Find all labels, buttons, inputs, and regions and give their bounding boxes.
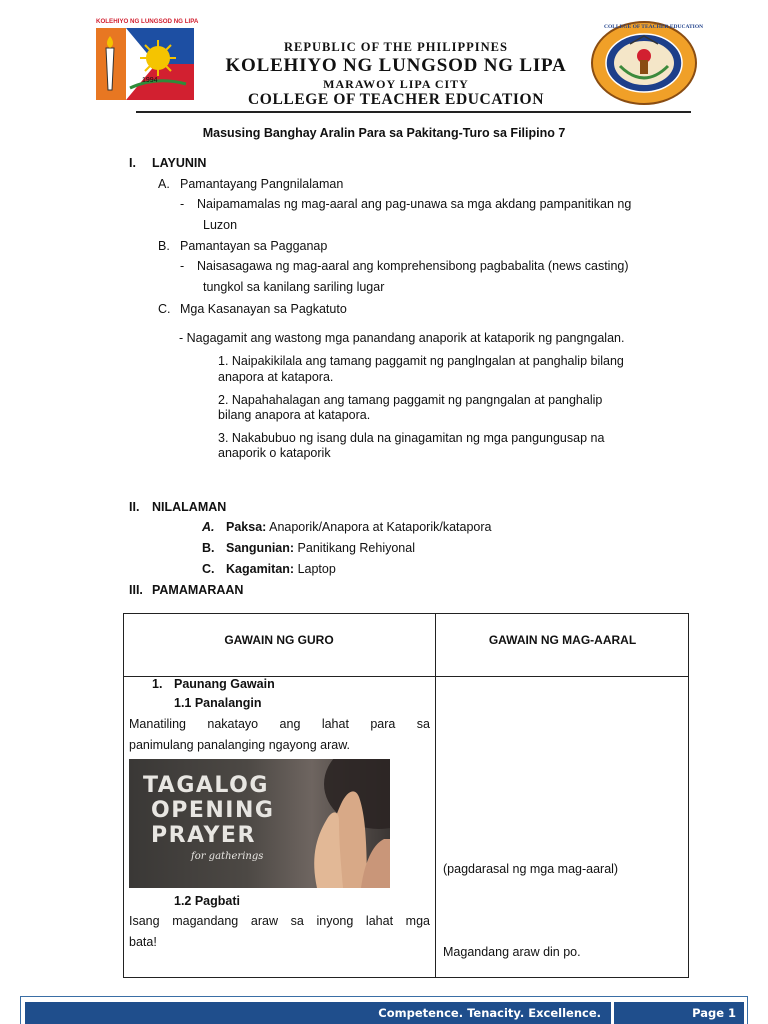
step1-2-text-line2: bata! xyxy=(129,935,157,949)
section2-heading: NILALAMAN xyxy=(152,500,227,514)
section2-a-row xyxy=(226,519,491,535)
footer-motto: Competence. Tenacity. Excellence. xyxy=(25,1002,611,1024)
header-college: COLLEGE OF TEACHER EDUCATION xyxy=(248,91,544,108)
footer-page-number: Page 1 xyxy=(614,1002,744,1024)
image-text-opening: OPENING xyxy=(151,798,275,823)
section1-number: I. xyxy=(129,156,136,170)
section2-b-value: Panitikang Rehiyonal xyxy=(297,541,415,555)
student-response-greeting: Magandang araw din po. xyxy=(443,945,581,959)
cte-seal-logo xyxy=(590,20,704,106)
student-response-prayer: (pagdarasal ng mga mag-aaral) xyxy=(443,862,619,876)
section1-c-item: - Nagagamit ang wastong mga panandang anaporik at kataporik ng pangngalan. xyxy=(179,331,625,345)
step1-title: Paunang Gawain xyxy=(174,677,275,691)
section1-b-item-line1: Naisasagawa ng mag-aaral ang komprehensibong pagbabalita (news casting) xyxy=(197,259,629,273)
cte-seal-text: COLLEGE OF TEACHER EDUCATION xyxy=(604,24,704,30)
college-logo xyxy=(96,18,199,100)
section2-b-label: B. xyxy=(202,541,215,555)
college-logo-text: KOLEHIYO NG LUNGSOD NG LIPA xyxy=(96,18,199,25)
section1-a-dash: - xyxy=(180,197,185,211)
objective-2-line1: 2. Napahahalagan ang tamang paggamit ng pangngalan at panghalip xyxy=(218,393,603,407)
section1-b-item-line2: tungkol sa kanilang sariling lugar xyxy=(203,280,385,294)
section1-c-label: C. xyxy=(158,302,171,316)
section2-c-key: Kagamitan: xyxy=(226,562,295,576)
objective-2-line2: bilang anapora at katapora. xyxy=(218,408,371,422)
step1-2-text-line1: Isang magandang araw sa inyong lahat mga xyxy=(129,914,430,928)
section2-number: II. xyxy=(129,500,140,514)
section2-a-value: Anaporik/Anapora at Kataporik/katapora xyxy=(269,520,492,534)
table-header-teacher: GAWAIN NG GURO xyxy=(224,633,334,647)
section3-heading: PAMAMARAAN xyxy=(152,583,244,597)
objective-3-line2: anaporik o kataporik xyxy=(218,446,331,460)
step1-2-title: 1.2 Pagbati xyxy=(174,894,240,908)
section1-b-dash: - xyxy=(180,259,185,273)
document-title: Masusing Banghay Aralin Para sa Pakitang-Turo sa Filipino 7 xyxy=(202,126,566,140)
table-column-divider xyxy=(435,613,436,978)
step1-1-title: 1.1 Panalangin xyxy=(174,696,262,710)
objective-1-line1: 1. Naipakikilala ang tamang paggamit ng panglngalan at panghalip bilang xyxy=(218,354,624,368)
section1-c-text: Mga Kasanayan sa Pagkatuto xyxy=(180,302,347,316)
opening-prayer-image xyxy=(129,759,390,888)
image-text-tagalog: TAGALOG xyxy=(143,773,269,798)
section1-heading: LAYUNIN xyxy=(152,156,207,170)
section1-a-item-line2: Luzon xyxy=(203,218,238,232)
image-text-prayer: PRAYER xyxy=(151,823,256,848)
section1-b-text: Pamantayan sa Pagganap xyxy=(180,239,328,253)
header-school-name: KOLEHIYO NG LUNGSOD NG LIPA xyxy=(225,55,567,76)
section1-a-label: A. xyxy=(158,177,170,191)
section1-b-label: B. xyxy=(158,239,170,253)
objective-1-line2: anapora at katapora. xyxy=(218,370,334,384)
header-republic: REPUBLIC OF THE PHILIPPINES xyxy=(284,40,508,54)
svg-text:1994: 1994 xyxy=(142,77,158,84)
step1-1-text-line1: Manatiling nakatayo ang lahat para sa xyxy=(129,717,430,731)
section2-a-key: Paksa: xyxy=(226,520,267,534)
step1-1-text-line2: panimulang panalanging ngayong araw. xyxy=(129,738,351,752)
section1-a-item-line1: Naipamamalas ng mag-aaral ang pag-unawa sa mga akdang pampanitikan ng xyxy=(197,197,632,211)
image-text-script: for gatherings xyxy=(191,851,264,862)
section2-a-label: A. xyxy=(202,520,215,534)
section1-a-text: Pamantayang Pangnilalaman xyxy=(180,177,344,191)
step1-number: 1. xyxy=(152,677,163,691)
section2-c-row xyxy=(226,561,336,577)
header-address: MARAWOY LIPA CITY xyxy=(323,77,469,91)
section3-number: III. xyxy=(129,583,143,597)
section2-c-value: Laptop xyxy=(297,562,336,576)
section2-b-row xyxy=(226,540,415,556)
section2-c-label: C. xyxy=(202,562,215,576)
table-header-student: GAWAIN NG MAG-AARAL xyxy=(488,633,637,647)
header-divider xyxy=(136,111,691,113)
objective-3-line1: 3. Nakabubuo ng isang dula na ginagamitan ng mga pangungusap na xyxy=(218,431,605,445)
section2-b-key: Sangunian: xyxy=(226,541,295,555)
